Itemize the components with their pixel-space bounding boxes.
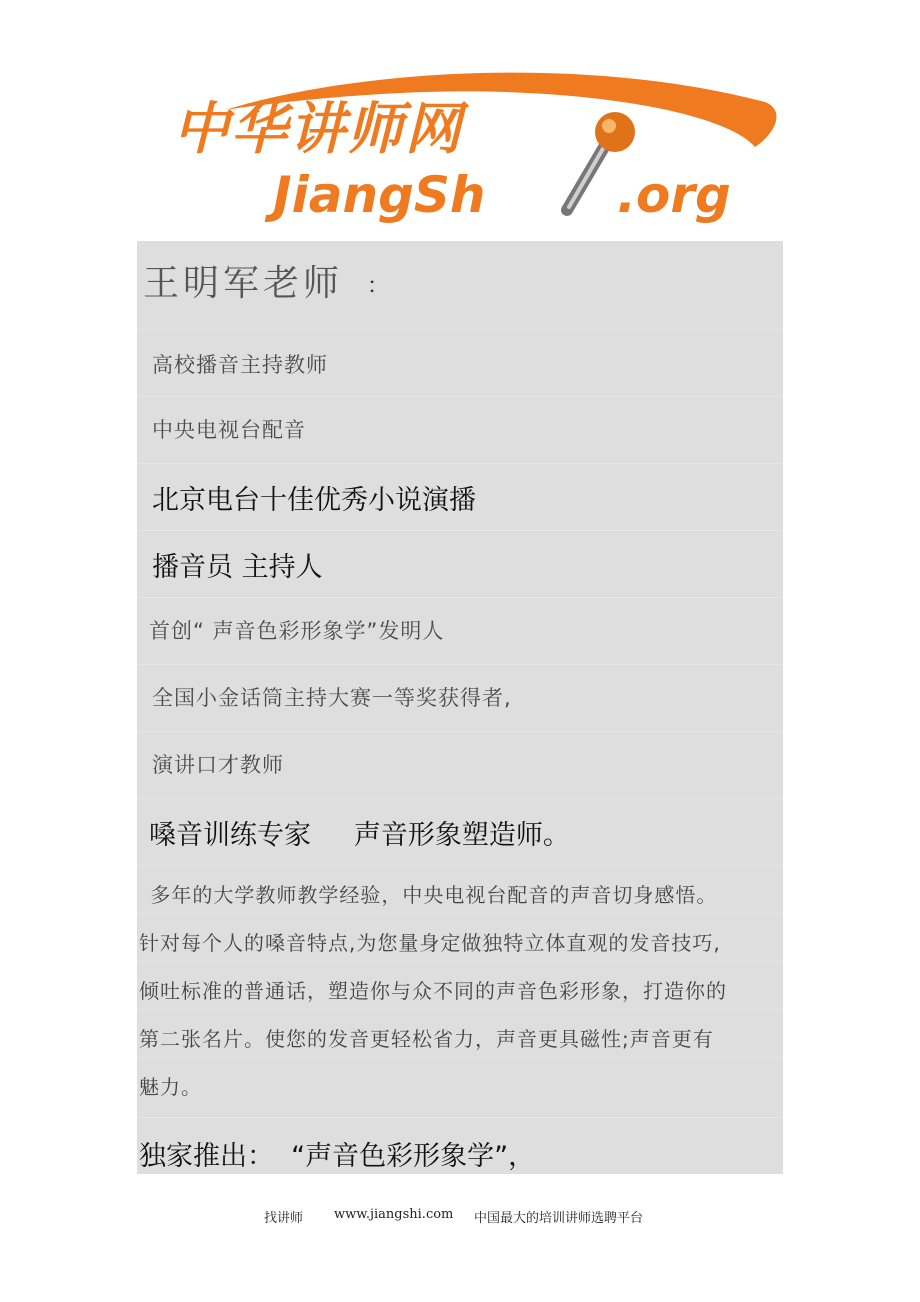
footer-website-link[interactable]: www.jiangshi.com (334, 1207, 454, 1222)
profile-line: 首创“ 声音色彩形象学”发明人 (137, 597, 783, 665)
logo-domain-suffix: .org (617, 166, 731, 224)
footer-left-text: 找讲师 (264, 1211, 304, 1226)
profile-line: 全国小金话筒主持大赛一等奖获得者, (137, 664, 783, 732)
paragraph-line: 多年的大学教师教学经验，中央电视台配音的声音切身感悟。 (137, 865, 783, 914)
profile-line: 中央电视台配音 (137, 396, 783, 464)
paragraph-line: 第二张名片。使您的发音更轻松省力，声音更具磁性;声音更有 (137, 1009, 783, 1058)
jiangshi-logo (165, 62, 785, 227)
logo-chinese-text: 中华讲师网 (173, 97, 463, 162)
paragraph-line: 魅力。 (137, 1057, 783, 1118)
profile-line: 演讲口才教师 (137, 731, 783, 799)
footer-slogan: 中国最大的培训讲师选聘平台 (474, 1211, 644, 1226)
paragraph-line: 倾吐标准的普通话，塑造你与众不同的声音色彩形象，打造你的 (137, 961, 783, 1010)
paragraph-line: 针对每个人的嗓音特点,为您量身定做独特立体直观的发音技巧, (137, 913, 783, 962)
profile-line: 嗓音训练专家 声音形象塑造师。 (137, 798, 783, 866)
logo-english-text: JiangSh (273, 166, 486, 224)
profile-content (137, 241, 783, 1174)
profile-line: 高校播音主持教师 (137, 329, 783, 397)
profile-line: 北京电台十佳优秀小说演播 (137, 463, 783, 531)
teacher-name: 王明军老师 (143, 263, 344, 304)
name-colon: ： (367, 274, 390, 299)
name-row (137, 241, 783, 329)
closing-line: 独家推出： “声音色彩形象学”， (137, 1117, 783, 1175)
profile-line: 播音员 主持人 (137, 530, 783, 598)
